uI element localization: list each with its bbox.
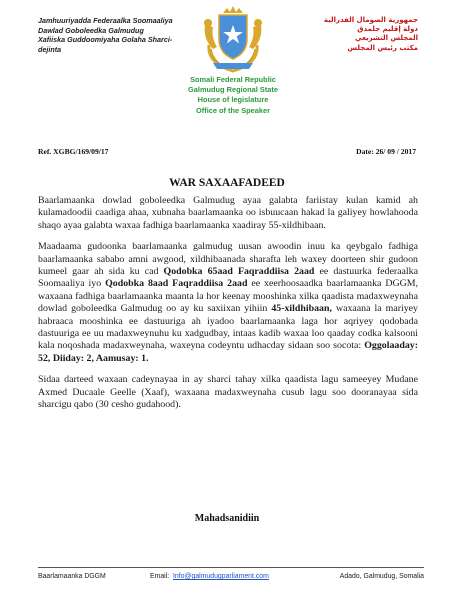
header-right-line: المجلس التشريعي (355, 34, 418, 43)
paragraph-text: ee xeerhoosaadka baarlamaanka DGGM, waxaana fadhiga baarlamaanka maanta la hor keenay mooshinka xilka qaadista madaxweynaha dowlad goboleedka Galmudug oo ay ku saxiixan yihiin (38, 278, 418, 315)
paragraph-text: ee dastuurka federaalka Soomaaliya iyo (38, 266, 418, 290)
header-somali-text (38, 16, 188, 54)
header-right-line: دولة إقليم جلمدق (357, 25, 418, 34)
emphasis-text: Oggolaaday: 52, Diiday: 2, Aamusay: 1. (38, 340, 418, 364)
header-center-line: Office of the Speaker (196, 105, 270, 115)
paragraph-text: Sidaa darteed waxaan cadeynayaa in ay sharci tahay xilka qaadista lagu sameeyey Mudane Axmed Ducaale Geelle (Xaaf), waxaana madaxweynaha cusub lagu soo dooranayaa sida sharcigu qabo (30 cesho gudahood). (38, 374, 418, 411)
emphasis-text: Qodobka 8aad Faqraddiisa 2aad (105, 278, 248, 290)
header-right-line: جمهورية الصومال الفدرالية (323, 16, 418, 24)
header-left-line: Xafiiska Guddoomiyaha Golaha Sharci- (38, 35, 173, 45)
body-paragraph (38, 241, 418, 365)
header-center-line: Galmudug Regional State (188, 85, 278, 95)
header-arabic-text (308, 16, 418, 53)
footer-divider (38, 567, 424, 568)
emphasis-text: Qodobka 65aad Faqraddiisa 2aad (163, 266, 315, 278)
emphasis-text: 45-xildhibaan, (271, 303, 332, 315)
closing-signoff: Mahadsanidiin (194, 513, 260, 524)
footer-address: Adado, Galmudug, Somalia (339, 573, 424, 580)
email-link[interactable]: Info@galmudugparliament.com (173, 573, 269, 580)
document-date: Date: 26/ 09 / 2017 (356, 147, 416, 156)
document-body (38, 195, 418, 421)
header-left-line: Dawlad Goboleedka Galmudug (38, 25, 144, 35)
footer-organization: Baarlamaanka DGGM (38, 573, 106, 580)
footer-email-label: Email: (150, 573, 170, 580)
header-left-line: Jamhuuriyadda Federaalka Soomaaliya (38, 16, 173, 25)
body-paragraph (38, 195, 418, 232)
header-left-line: dejinta (38, 44, 62, 54)
header-english-text (150, 75, 316, 116)
footer-email (150, 573, 269, 580)
paragraph-text: waxaana la mariyey habraaca mooshinka ee dastuuriga ah iyadoo baarlamaanka laga hor aqriyey qodobada dastuuriga ee uu madaxweynuhu ku xadgudbay, intaas kadib waxaa loo qaaday codka kalsooni kala noqoshada madaxweynaha, waxeyna codeyntu udhacday sidaan soo socota: (38, 303, 418, 352)
reference-number: Ref. XGBG/169/09/17 (38, 147, 109, 156)
paragraph-text: Baarlamaanka dowlad goboleedka Galmudug ayaa galabta fariistay kulan kamid ah kulamadoodii caadiga ahaa, xubnaha baarlamaanka oo isbuucaan hakad la galiyey howlahooda shaqo ayaa galabta waxaa fadhiga baarlamaanka xaadiray 55-xildhibaan. (38, 195, 418, 231)
header-center-line: Somali Federal Republic (190, 75, 276, 84)
header-center-line: House of legislature (197, 95, 269, 105)
body-paragraph (38, 374, 418, 411)
coat-of-arms-icon (199, 5, 267, 75)
header-right-line: مكتب رئيس المجلس (347, 43, 418, 52)
document-title: WAR SAXAAFADEED (169, 177, 285, 189)
paragraph-text: Maadaama gudoonka baarlamaanka galmudug uusan awoodin inuu ka qeybgalo fadhiga baarlamaanka sababo amni awgood, xildhibaanada sharafta leh waxey doorteen shir gudoon kumeel gaar ah sida ku cad (38, 241, 418, 278)
